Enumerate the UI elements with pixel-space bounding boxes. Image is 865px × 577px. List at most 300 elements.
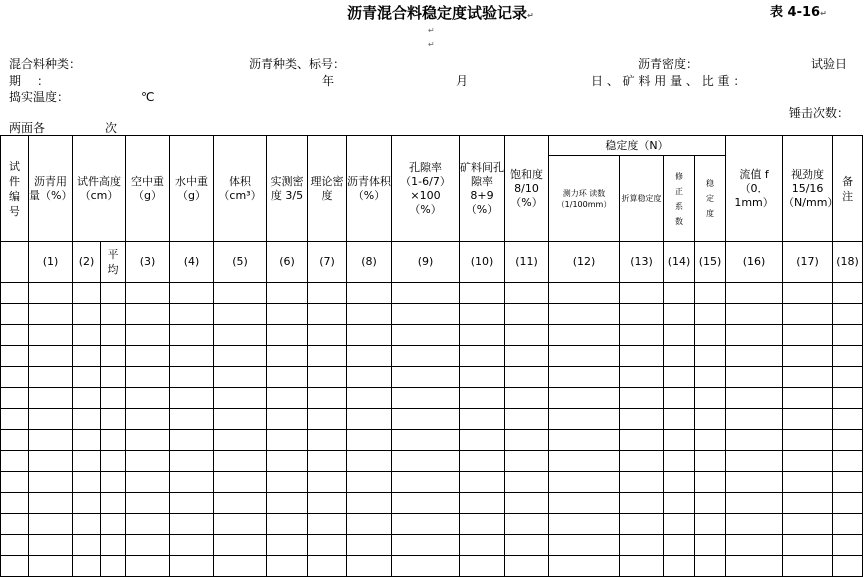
empty-cell[interactable] [170,451,214,472]
empty-cell[interactable] [101,514,126,535]
index-cell: (6) [267,242,308,283]
empty-cell[interactable] [620,388,664,409]
empty-cell[interactable] [1,388,29,409]
empty-cell[interactable] [101,409,126,430]
empty-cell[interactable] [29,430,73,451]
empty-cell[interactable] [267,535,308,556]
header-flow-value: 流值 f（0．1mm） [726,136,783,242]
empty-cell[interactable] [549,409,620,430]
empty-cell[interactable] [549,451,620,472]
empty-cell[interactable] [101,367,126,388]
empty-cell[interactable] [214,367,267,388]
empty-cell[interactable] [783,535,833,556]
empty-cell[interactable] [347,535,392,556]
empty-cell[interactable] [620,325,664,346]
empty-cell[interactable] [392,346,460,367]
empty-cell[interactable] [73,472,101,493]
empty-cell[interactable] [29,472,73,493]
empty-cell[interactable] [308,388,347,409]
empty-cell[interactable] [726,451,783,472]
empty-cell[interactable] [505,346,549,367]
empty-cell[interactable] [214,451,267,472]
empty-cell[interactable] [549,283,620,304]
empty-cell[interactable] [783,304,833,325]
table-row [1,493,863,514]
empty-cell[interactable] [267,451,308,472]
empty-cell[interactable] [101,283,126,304]
empty-cell[interactable] [695,451,726,472]
empty-cell[interactable] [73,430,101,451]
empty-cell[interactable] [308,493,347,514]
empty-cell[interactable] [73,556,101,577]
empty-cell[interactable] [392,388,460,409]
empty-cell[interactable] [620,430,664,451]
empty-cell[interactable] [695,493,726,514]
index-cell: (9) [392,242,460,283]
empty-cell[interactable] [126,388,170,409]
data-rows [1,283,863,577]
empty-cell[interactable] [505,556,549,577]
empty-cell[interactable] [214,346,267,367]
empty-cell[interactable] [308,283,347,304]
empty-cell[interactable] [664,283,695,304]
empty-cell[interactable] [267,304,308,325]
header-saturation: 饱和度 8/10（%） [505,136,549,242]
empty-cell[interactable] [460,304,505,325]
empty-cell[interactable] [695,514,726,535]
empty-cell[interactable] [695,283,726,304]
empty-cell[interactable] [392,325,460,346]
empty-cell[interactable] [664,409,695,430]
empty-cell[interactable] [101,430,126,451]
empty-cell[interactable] [73,514,101,535]
empty-cell[interactable] [664,556,695,577]
empty-cell[interactable] [308,556,347,577]
empty-cell[interactable] [126,367,170,388]
empty-cell[interactable] [664,472,695,493]
empty-cell[interactable] [308,325,347,346]
empty-cell[interactable] [620,451,664,472]
empty-cell[interactable] [695,556,726,577]
empty-cell[interactable] [549,535,620,556]
empty-cell[interactable] [73,493,101,514]
empty-cell[interactable] [73,325,101,346]
empty-cell[interactable] [214,283,267,304]
empty-cell[interactable] [347,388,392,409]
empty-cell[interactable] [833,514,863,535]
empty-cell[interactable] [726,304,783,325]
empty-cell[interactable] [549,556,620,577]
empty-cell[interactable] [460,283,505,304]
empty-cell[interactable] [549,493,620,514]
empty-cell[interactable] [308,430,347,451]
empty-cell[interactable] [347,346,392,367]
empty-cell[interactable] [1,409,29,430]
empty-cell[interactable] [549,346,620,367]
empty-cell[interactable] [392,430,460,451]
empty-cell[interactable] [833,367,863,388]
empty-cell[interactable] [664,451,695,472]
empty-cell[interactable] [392,451,460,472]
empty-cell[interactable] [833,409,863,430]
empty-cell[interactable] [505,367,549,388]
empty-cell[interactable] [170,514,214,535]
empty-cell[interactable] [664,493,695,514]
empty-cell[interactable] [214,472,267,493]
empty-cell[interactable] [833,283,863,304]
empty-cell[interactable] [347,367,392,388]
empty-cell[interactable] [726,493,783,514]
empty-cell[interactable] [695,535,726,556]
empty-cell[interactable] [267,367,308,388]
test-date-label: 试验日 [811,57,848,71]
empty-cell[interactable] [347,556,392,577]
empty-cell[interactable] [505,325,549,346]
empty-cell[interactable] [101,388,126,409]
empty-cell[interactable] [267,514,308,535]
empty-cell[interactable] [347,430,392,451]
empty-cell[interactable] [29,283,73,304]
empty-cell[interactable] [695,304,726,325]
empty-cell[interactable] [392,283,460,304]
empty-cell[interactable] [170,430,214,451]
empty-cell[interactable] [214,388,267,409]
empty-cell[interactable] [695,388,726,409]
empty-cell[interactable] [726,388,783,409]
empty-cell[interactable] [170,325,214,346]
empty-cell[interactable] [833,325,863,346]
empty-cell[interactable] [726,346,783,367]
empty-cell[interactable] [73,304,101,325]
empty-cell[interactable] [73,283,101,304]
empty-cell[interactable] [170,283,214,304]
header-stability-group: 稳定度（N） [549,136,726,156]
empty-cell[interactable] [783,514,833,535]
empty-cell[interactable] [549,388,620,409]
empty-cell[interactable] [505,493,549,514]
empty-cell[interactable] [1,514,29,535]
empty-cell[interactable] [1,367,29,388]
empty-cell[interactable] [664,388,695,409]
empty-cell[interactable] [783,388,833,409]
empty-cell[interactable] [170,535,214,556]
empty-cell[interactable] [620,283,664,304]
empty-cell[interactable] [392,409,460,430]
empty-cell[interactable] [783,409,833,430]
empty-cell[interactable] [726,325,783,346]
empty-cell[interactable] [126,514,170,535]
empty-cell[interactable] [783,430,833,451]
empty-cell[interactable] [505,472,549,493]
empty-cell[interactable] [664,535,695,556]
empty-cell[interactable] [833,346,863,367]
empty-cell[interactable] [126,535,170,556]
empty-cell[interactable] [308,409,347,430]
empty-cell[interactable] [460,556,505,577]
empty-cell[interactable] [308,451,347,472]
paragraph-mark: ↵ [428,40,435,49]
empty-cell[interactable] [460,514,505,535]
empty-cell[interactable] [833,430,863,451]
empty-cell[interactable] [505,430,549,451]
empty-cell[interactable] [1,283,29,304]
empty-cell[interactable] [505,388,549,409]
empty-cell[interactable] [126,472,170,493]
empty-cell[interactable] [620,346,664,367]
empty-cell[interactable] [726,367,783,388]
empty-cell[interactable] [833,472,863,493]
empty-cell[interactable] [170,367,214,388]
empty-cell[interactable] [308,346,347,367]
empty-cell[interactable] [101,556,126,577]
empty-cell[interactable] [308,514,347,535]
empty-cell[interactable] [101,325,126,346]
empty-cell[interactable] [214,409,267,430]
empty-cell[interactable] [267,325,308,346]
empty-cell[interactable] [726,514,783,535]
empty-cell[interactable] [73,346,101,367]
empty-cell[interactable] [460,388,505,409]
empty-cell[interactable] [460,493,505,514]
empty-cell[interactable] [308,472,347,493]
empty-cell[interactable] [726,556,783,577]
empty-cell[interactable] [73,535,101,556]
empty-cell[interactable] [783,556,833,577]
empty-cell[interactable] [833,304,863,325]
empty-cell[interactable] [620,556,664,577]
empty-cell[interactable] [29,325,73,346]
empty-cell[interactable] [620,535,664,556]
empty-cell[interactable] [29,451,73,472]
empty-cell[interactable] [347,514,392,535]
empty-cell[interactable] [392,535,460,556]
table-row [1,346,863,367]
empty-cell[interactable] [783,367,833,388]
empty-cell[interactable] [695,367,726,388]
empty-cell[interactable] [73,409,101,430]
empty-cell[interactable] [833,388,863,409]
empty-cell[interactable] [726,409,783,430]
empty-cell[interactable] [73,367,101,388]
empty-cell[interactable] [101,346,126,367]
empty-cell[interactable] [620,493,664,514]
empty-cell[interactable] [783,346,833,367]
empty-cell[interactable] [29,493,73,514]
empty-cell[interactable] [392,514,460,535]
empty-cell[interactable] [664,304,695,325]
empty-cell[interactable] [460,535,505,556]
empty-cell[interactable] [101,304,126,325]
blow-count-label: 锤击次数： [789,106,850,120]
empty-cell[interactable] [170,346,214,367]
empty-cell[interactable] [549,514,620,535]
empty-cell[interactable] [392,472,460,493]
empty-cell[interactable] [833,451,863,472]
empty-cell[interactable] [347,283,392,304]
empty-cell[interactable] [29,556,73,577]
empty-cell[interactable] [126,556,170,577]
empty-cell[interactable] [267,556,308,577]
empty-cell[interactable] [505,409,549,430]
empty-cell[interactable] [267,388,308,409]
empty-cell[interactable] [695,325,726,346]
header-correction-coef: 修正系数 [664,156,695,242]
empty-cell[interactable] [783,472,833,493]
empty-cell[interactable] [101,472,126,493]
empty-cell[interactable] [783,283,833,304]
empty-cell[interactable] [267,346,308,367]
empty-cell[interactable] [214,556,267,577]
empty-cell[interactable] [620,514,664,535]
empty-cell[interactable] [126,493,170,514]
empty-cell[interactable] [783,325,833,346]
empty-cell[interactable] [505,304,549,325]
empty-cell[interactable] [1,535,29,556]
empty-cell[interactable] [460,346,505,367]
empty-cell[interactable] [392,304,460,325]
empty-cell[interactable] [170,388,214,409]
empty-cell[interactable] [347,451,392,472]
empty-cell[interactable] [214,493,267,514]
empty-cell[interactable] [695,409,726,430]
empty-cell[interactable] [214,304,267,325]
empty-cell[interactable] [347,409,392,430]
header-ring-reading: 测力环 读数（1/100mm） [549,156,620,242]
void-ratio-unit: （%） [409,202,442,216]
empty-cell[interactable] [392,493,460,514]
empty-cell[interactable] [620,472,664,493]
empty-cell[interactable] [126,430,170,451]
empty-cell[interactable] [833,493,863,514]
empty-cell[interactable] [460,472,505,493]
empty-cell[interactable] [29,367,73,388]
empty-cell[interactable] [170,493,214,514]
table-row [1,472,863,493]
empty-cell[interactable] [29,514,73,535]
empty-cell[interactable] [833,535,863,556]
empty-cell[interactable] [505,283,549,304]
empty-cell[interactable] [29,388,73,409]
empty-cell[interactable] [664,514,695,535]
table-row [1,367,863,388]
empty-cell[interactable] [1,556,29,577]
empty-cell[interactable] [29,304,73,325]
index-cell: (1) [29,242,73,283]
empty-cell[interactable] [695,472,726,493]
empty-cell[interactable] [664,430,695,451]
empty-cell[interactable] [267,283,308,304]
empty-cell[interactable] [267,430,308,451]
empty-cell[interactable] [620,304,664,325]
empty-cell[interactable] [833,556,863,577]
empty-cell[interactable] [460,409,505,430]
empty-cell[interactable] [392,367,460,388]
empty-cell[interactable] [29,346,73,367]
empty-cell[interactable] [460,367,505,388]
empty-cell[interactable] [726,472,783,493]
empty-cell[interactable] [214,535,267,556]
empty-cell[interactable] [1,346,29,367]
empty-cell[interactable] [101,451,126,472]
empty-cell[interactable] [620,367,664,388]
empty-cell[interactable] [549,472,620,493]
empty-cell[interactable] [783,493,833,514]
empty-cell[interactable] [460,325,505,346]
empty-cell[interactable] [664,346,695,367]
empty-cell[interactable] [73,451,101,472]
empty-cell[interactable] [695,430,726,451]
empty-cell[interactable] [347,304,392,325]
empty-cell[interactable] [29,409,73,430]
empty-cell[interactable] [308,535,347,556]
empty-cell[interactable] [214,430,267,451]
empty-cell[interactable] [126,283,170,304]
empty-cell[interactable] [347,325,392,346]
empty-cell[interactable] [460,451,505,472]
empty-cell[interactable] [664,367,695,388]
empty-cell[interactable] [1,472,29,493]
empty-cell[interactable] [460,430,505,451]
empty-cell[interactable] [1,325,29,346]
empty-cell[interactable] [549,430,620,451]
empty-cell[interactable] [267,409,308,430]
empty-cell[interactable] [214,514,267,535]
empty-cell[interactable] [73,388,101,409]
empty-cell[interactable] [549,325,620,346]
empty-cell[interactable] [126,451,170,472]
empty-cell[interactable] [392,556,460,577]
empty-cell[interactable] [726,283,783,304]
index-cell: (17) [783,242,833,283]
empty-cell[interactable] [726,535,783,556]
empty-cell[interactable] [1,451,29,472]
empty-cell[interactable] [620,409,664,430]
empty-cell[interactable] [549,367,620,388]
empty-cell[interactable] [726,430,783,451]
empty-cell[interactable] [549,304,620,325]
stability-test-table [0,135,863,577]
empty-cell[interactable] [505,514,549,535]
empty-cell[interactable] [29,535,73,556]
empty-cell[interactable] [783,451,833,472]
empty-cell[interactable] [170,409,214,430]
empty-cell[interactable] [126,409,170,430]
empty-cell[interactable] [101,493,126,514]
empty-cell[interactable] [267,493,308,514]
empty-cell[interactable] [308,367,347,388]
empty-cell[interactable] [1,493,29,514]
compaction-temp-unit: ℃ [141,90,155,104]
empty-cell[interactable] [664,325,695,346]
empty-cell[interactable] [267,472,308,493]
empty-cell[interactable] [126,325,170,346]
empty-cell[interactable] [126,304,170,325]
empty-cell[interactable] [170,304,214,325]
empty-cell[interactable] [170,472,214,493]
empty-cell[interactable] [505,451,549,472]
empty-cell[interactable] [308,304,347,325]
empty-cell[interactable] [1,430,29,451]
empty-cell[interactable] [347,493,392,514]
empty-cell[interactable] [347,472,392,493]
empty-cell[interactable] [1,304,29,325]
empty-cell[interactable] [101,535,126,556]
empty-cell[interactable] [214,325,267,346]
empty-cell[interactable] [695,346,726,367]
empty-cell[interactable] [126,346,170,367]
empty-cell[interactable] [505,535,549,556]
empty-cell[interactable] [170,556,214,577]
